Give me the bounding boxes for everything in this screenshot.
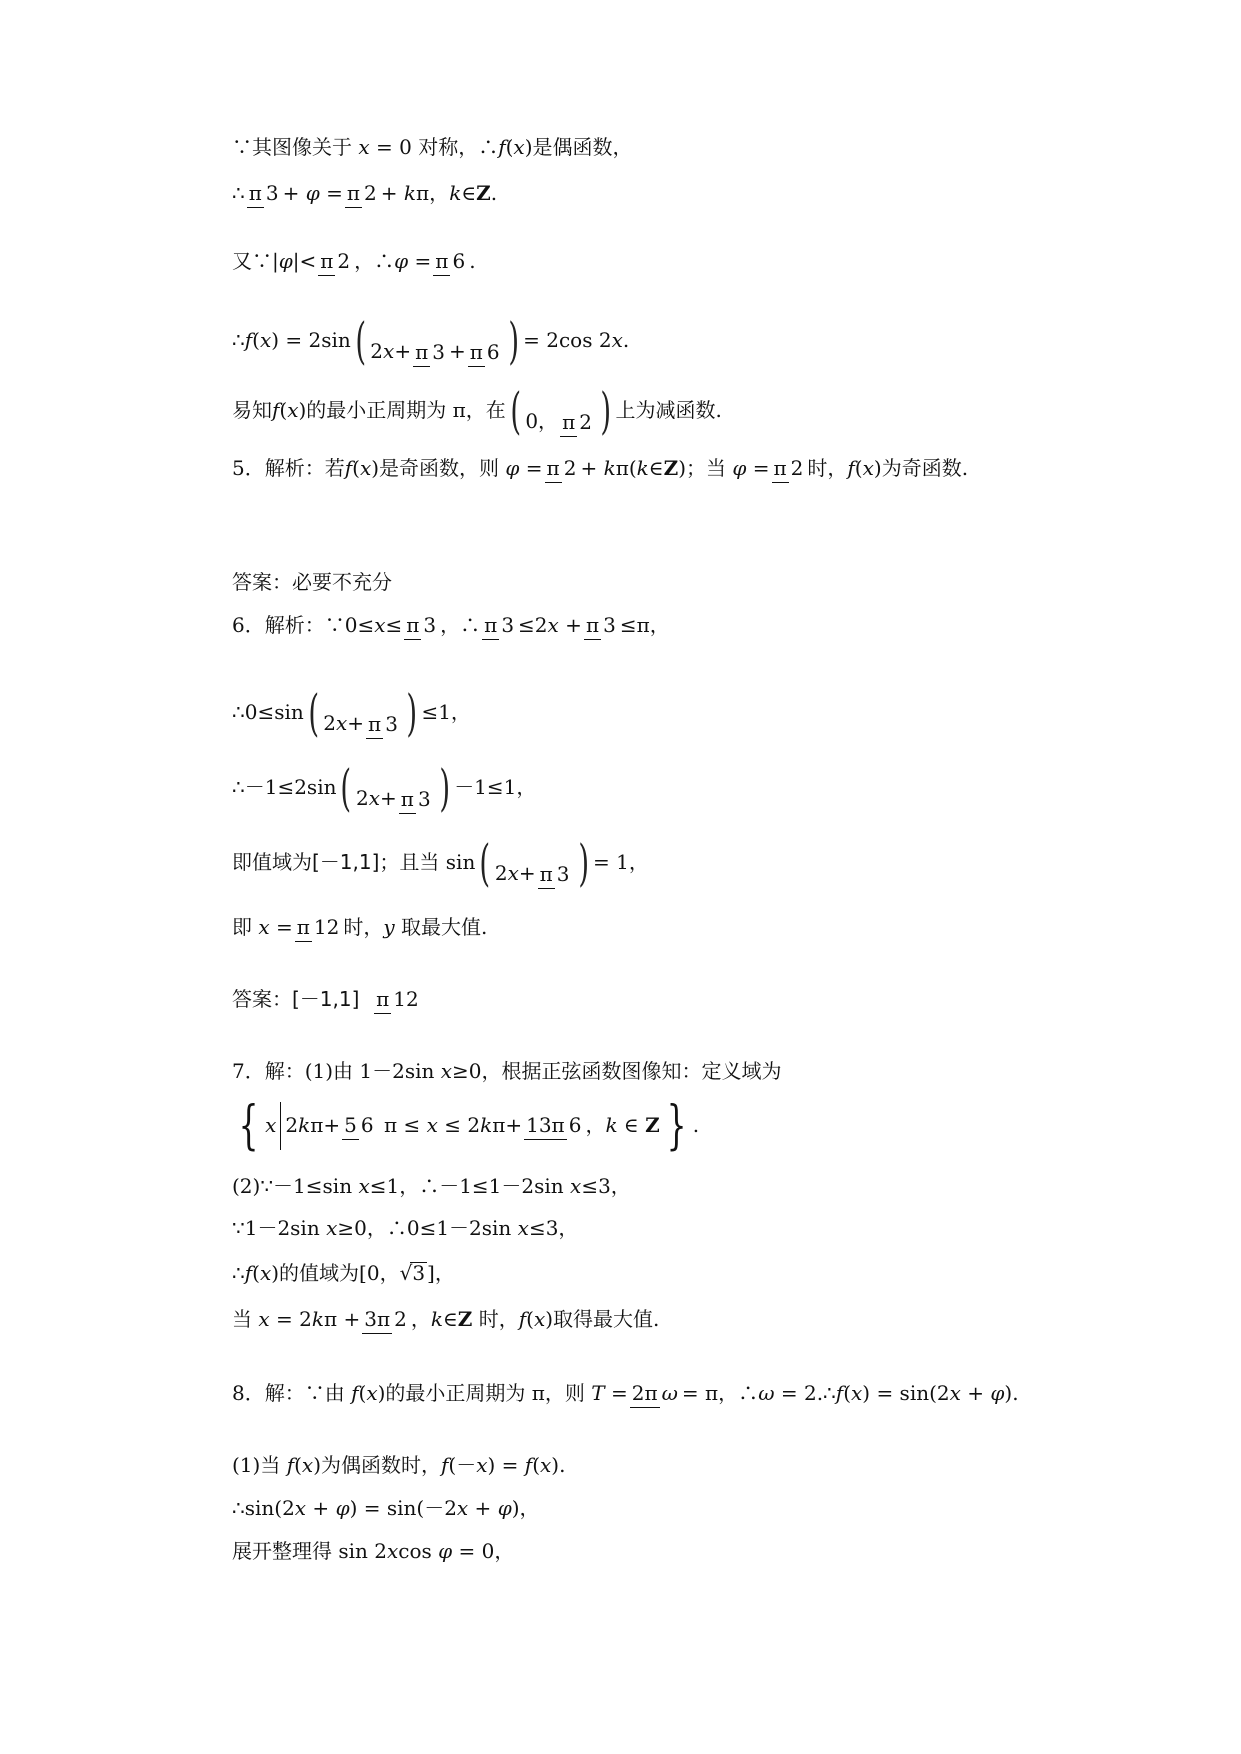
solution-line: 易知f(x)的最小正周期为 π，在( 0， π 2 ) 上为减函数. xyxy=(232,382,722,440)
solution-line: 展开整理得 sin 2xcos φ = 0， xyxy=(232,1539,515,1563)
solution-line: 当 x = 2kπ +3π 2 ，k∈Z 时，f(x)取得最大值. xyxy=(232,1306,659,1334)
solution-line: ∴ π 3 + φ =π 2 + kπ，k∈Z. xyxy=(232,180,497,208)
solution-line: (2)∵－1≤sin x≤1，∴－1≤1－2sin x≤3， xyxy=(232,1174,631,1198)
solution-line: { x 2kπ+ 5 6 π ≤ x ≤ 2kπ+ 13π 6 ，k ∈ Z } . xyxy=(238,1096,700,1156)
solution-line: 即值域为[－1,1]；且当 sin( 2x+ π 3 )= 1， xyxy=(232,834,649,892)
solution-line: 答案：必要不充分 xyxy=(232,570,392,594)
solution-line: 即 x =π 12 时，y 取最大值. xyxy=(232,914,487,942)
solution-line: 答案：[－1,1] π 12 xyxy=(232,986,423,1014)
solution-line: ∵其图像关于 x = 0 对称，∴f(x)是偶函数， xyxy=(232,135,633,159)
solution-line: ∵1－2sin x≥0，∴0≤1－2sin x≤3， xyxy=(232,1216,579,1240)
solution-line: 又∵|φ|< π 2 ，∴φ =π 6 . xyxy=(232,248,476,276)
solution-line: ∴sin(2x + φ) = sin(－2x + φ)， xyxy=(232,1496,540,1520)
solution-line: ∴－1≤2sin( 2x+ π 3 ) －1≤1， xyxy=(232,759,537,817)
solution-line: ∴f(x) = 2sin( 2x+ π 3 + π 6 )= 2cos 2x. xyxy=(232,312,630,370)
solution-line: 7．解：(1)由 1－2sin x≥0，根据正弦函数图像知：定义域为 xyxy=(232,1059,782,1083)
solution-line: (1)当 f(x)为偶函数时，f(－x) = f(x). xyxy=(232,1453,566,1477)
solution-line: ∴0≤sin( 2x+ π 3 ) ≤1， xyxy=(232,684,471,742)
solution-line: 5．解析：若f(x)是奇函数，则 φ =π 2 + kπ(k∈Z)；当 φ =π 2 时，f(x)为奇函数. xyxy=(232,455,968,483)
solution-line: ∴f(x)的值域为[0，√3 ]， xyxy=(232,1261,455,1285)
solution-line: 8．解：∵由 f(x)的最小正周期为 π，则 T =2π ω= π，∴ω = 2.∴f(x) = sin(2x + φ). xyxy=(232,1380,1019,1408)
solution-line: 6．解析：∵0≤x≤ π 3 ，∴ π 3 ≤2x +π 3 ≤π， xyxy=(232,612,670,640)
